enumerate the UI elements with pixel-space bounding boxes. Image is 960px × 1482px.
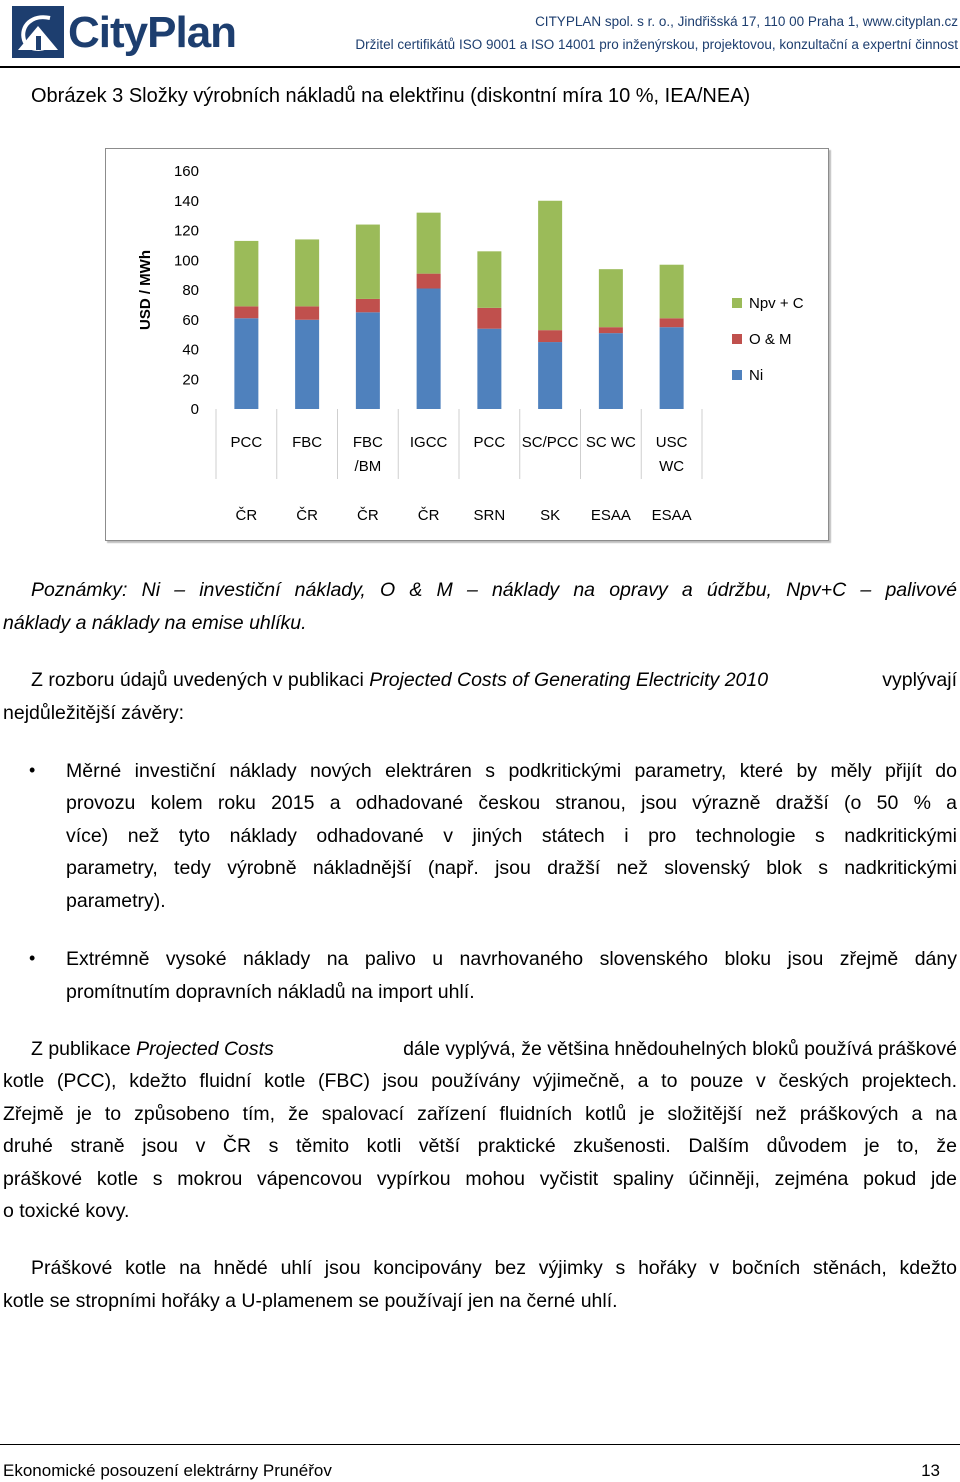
category-label: /BM: [354, 458, 382, 475]
bar-segment-npv-c: [295, 239, 319, 306]
y-tick-label: 40: [182, 341, 199, 359]
y-tick-label: 60: [182, 311, 199, 329]
bar-segment-o-m: [356, 299, 380, 312]
bar-segment-o-m: [234, 306, 258, 318]
bar-segment-o-m: [477, 308, 501, 329]
notes-line-2: náklady a náklady na emise uhlíku.: [3, 612, 307, 634]
figure-caption: Obrázek 3 Složky výrobních nákladů na elektřinu (diskontní míra 10 %, IEA/NEA): [31, 85, 751, 107]
y-tick-label: 100: [173, 252, 199, 270]
paragraph1-text-a: Z rozboru údajů uvedených v publikaci: [31, 669, 370, 691]
cityplan-logo-icon: [12, 6, 64, 58]
bar-segment-npv-c: [417, 213, 441, 274]
country-label: SRN: [473, 507, 506, 524]
cityplan-logo: [12, 6, 236, 60]
bar-segment-ni: [538, 342, 562, 409]
bullet-1-line-4: parametry, tedy výrobně nákladnější (např. jsou dražší než slovenský blok s nadkritickými: [66, 857, 957, 879]
bullet-1-line-2: provozu kolem roku 2015 a odhadované českou stranou, jsou výrazně dražší (o 50 % a: [66, 792, 957, 814]
country-label: ČR: [296, 507, 318, 524]
paragraph3-line-2: kotle se stropními hořáky a U-plamenem se používají jen na černé uhlí.: [3, 1290, 618, 1312]
category-label: USC: [655, 434, 688, 451]
country-label: ČR: [235, 507, 258, 524]
paragraph2-line-2: kotle (PCC), kdežto fluidní kotle (FBC) jsou používány výjimečně, a to pouze v českých projektech.: [3, 1070, 957, 1092]
paragraph2-line-5: práškové kotle s mokrou vápencovou vypírkou mohou vyčistit spaliny účinněji, zejména pokud jde: [3, 1168, 957, 1190]
bar-segment-o-m: [417, 274, 441, 289]
legend-swatch: [732, 370, 742, 380]
header-divider: [0, 66, 960, 68]
bullet-symbol: •: [29, 948, 36, 968]
country-label: SK: [540, 507, 561, 524]
bar-segment-o-m: [538, 330, 562, 342]
footer-divider: [0, 1444, 960, 1445]
paragraph1-line-1: [31, 664, 957, 697]
country-label: ESAA: [590, 507, 631, 524]
bar-segment-ni: [477, 329, 501, 409]
bar-segment-ni: [234, 318, 258, 409]
y-tick-label: 0: [190, 401, 199, 418]
bullet-2-line-2: promítnutím dopravních nákladů na import uhlí.: [66, 981, 475, 1003]
country-label: ESAA: [651, 507, 692, 524]
y-axis-label: USD / MWh: [137, 250, 154, 330]
paragraph2-line-3: Zřejmě je to způsobeno tím, že spalovací zařízení fluidních kotlů je složitější než práškových a na: [3, 1103, 957, 1125]
cost-chart: [105, 148, 829, 541]
country-label: ČR: [417, 507, 440, 524]
bullet-2-line-1: Extrémně vysoké náklady na palivo u navrhovaného slovenského bloku jsou zřejmě dány: [66, 948, 957, 970]
category-label: IGCC: [409, 434, 448, 451]
bar-segment-ni: [599, 333, 623, 409]
bar-segment-npv-c: [538, 201, 562, 330]
bar-segment-ni: [660, 327, 684, 409]
y-tick-label: 20: [182, 371, 199, 389]
bar-segment-npv-c: [477, 251, 501, 308]
paragraph2-line-1: [31, 1033, 957, 1066]
notes-line-1: Poznámky: Ni – investiční náklady, O & M – náklady na opravy a údržbu, Npv+C – palivové: [31, 579, 957, 601]
bullet-1-line-1: Měrné investiční náklady nových elektráren s podkritickými parametry, které by měly přijít do: [66, 760, 957, 782]
bar-segment-npv-c: [356, 225, 380, 299]
country-label: ČR: [357, 507, 379, 524]
bar-segment-npv-c: [234, 241, 258, 306]
category-label: SC/PCC: [521, 434, 579, 451]
category-label: FBC: [352, 434, 383, 451]
page-header: [0, 0, 960, 68]
category-label: PCC: [230, 434, 263, 451]
company-address: CITYPLAN spol. s r. o., Jindřišská 17, 110 00 Praha 1, www.cityplan.cz: [535, 14, 958, 29]
logo-wordmark: CityPlan: [68, 8, 237, 57]
bar-segment-npv-c: [660, 265, 684, 319]
bar-segment-npv-c: [599, 269, 623, 327]
bar-segment-o-m: [295, 306, 319, 319]
category-label: SC WC: [585, 434, 636, 451]
bar-segment-o-m: [660, 318, 684, 327]
paragraph2-line-4: druhé straně jsou v ČR s těmito kotli větší praktické zkušenosti. Dalším důvodem je to, že: [3, 1135, 957, 1157]
bullet-1-line-5: parametry).: [66, 890, 166, 912]
page-number: 13: [921, 1461, 940, 1480]
category-label: PCC: [473, 434, 506, 451]
paragraph2-line-6: o toxické kovy.: [3, 1200, 130, 1222]
y-tick-label: 120: [173, 222, 199, 240]
paragraph1-line-2: nejdůležitější závěry:: [3, 702, 185, 724]
paragraph3-line-1: Práškové kotle na hnědé uhlí jsou koncipovány bez výjimky s hořáky v bočních stěnách, kdežto: [31, 1257, 957, 1279]
paragraph2-text-b: dále vyplývá, že většina hnědouhelných bloků používá práškové: [403, 1038, 957, 1060]
bar-segment-o-m: [599, 327, 623, 333]
category-label: FBC: [292, 434, 323, 451]
bar-segment-ni: [356, 312, 380, 409]
legend-label: Npv + C: [749, 295, 804, 312]
publication-short-title: Projected Costs: [136, 1038, 274, 1060]
paragraph2-text-a: Z publikace: [31, 1038, 137, 1060]
legend-swatch: [732, 334, 742, 344]
paragraph1-text-b: vyplývají: [882, 669, 957, 691]
legend-swatch: [732, 298, 742, 308]
bar-segment-ni: [295, 320, 319, 409]
chart-canvas: [106, 149, 828, 540]
category-label: WC: [659, 458, 685, 475]
y-tick-label: 160: [173, 163, 199, 180]
company-certification: Držitel certifikátů ISO 9001 a ISO 14001 pro inženýrskou, projektovou, konzultační a expertní činnost: [355, 37, 958, 52]
y-tick-label: 140: [173, 192, 199, 210]
footer-document-title: Ekonomické posouzení elektrárny Prunéřov: [3, 1461, 332, 1480]
publication-title: Projected Costs of Generating Electricity 2010: [369, 669, 769, 691]
bullet-1-line-3: více) než tyto náklady odhadované v jiných státech i pro technologie s nadkritickými: [66, 825, 957, 847]
y-tick-label: 80: [182, 282, 199, 299]
bullet-symbol: •: [29, 760, 36, 780]
bar-segment-ni: [417, 289, 441, 409]
legend-label: O & M: [749, 331, 792, 348]
legend-label: Ni: [749, 367, 764, 384]
